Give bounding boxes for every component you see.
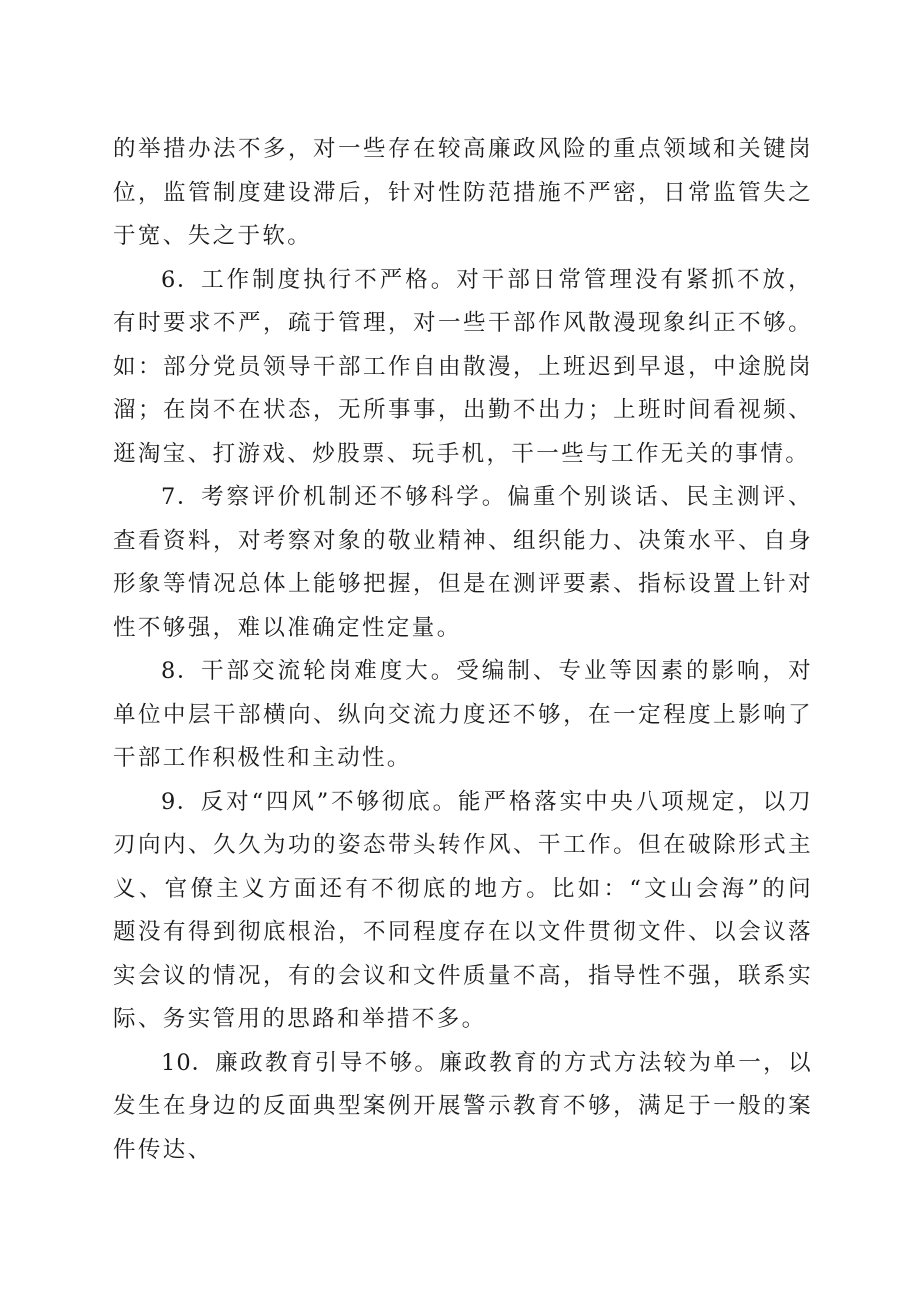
item-number: 10． [161,1049,216,1076]
paragraph-text: 的举措办法不多，对一些存在较高廉政风险的重点领域和关键岗位，监管制度建设滞后，针对性防范措施不严密，日常监管失之于宽、失之于软。 [113,136,813,249]
paragraph-text: 反对“四风”不够彻底。能严格落实中央八项规定，以刀刃向内、久久为功的姿态带头转作风、干工作。但在破除形式主义、官僚主义方面还有不彻底的地方。比如：“文山会海”的问题没有得到彻底根治，不同程度存在以文件贯彻文件、以会议落实会议的情况，有的会议和文件质量不高，指导性不强，联系实际、务实管用的思路和举措不多。 [113,788,813,1032]
paragraph-text: 考察评价机制还不够科学。偏重个别谈话、民主测评、查看资料，对考察对象的敬业精神、组织能力、决策水平、自身形象等情况总体上能够把握，但是在测评要素、指标设置上针对性不够强，难以准确定性定量。 [113,484,813,641]
paragraph-item-6 [113,259,813,477]
item-number: 7． [161,484,202,510]
item-number: 6． [161,266,202,293]
item-number: 8． [161,658,202,684]
paragraph-text: 工作制度执行不严格。对干部日常管理没有紧抓不放，有时要求不严，疏于管理，对一些干部作风散漫现象纠正不够。如：部分党员领导干部工作自由散漫，上班迟到早退，中途脱岗溜；在岗不在状态，无所事事，出勤不出力；上班时间看视频、逛淘宝、打游戏、炒股票、玩手机，干一些与工作无关的事情。 [113,266,813,467]
item-number: 9． [161,788,201,815]
paragraph-text: 干部交流轮岗难度大。受编制、专业等因素的影响，对单位中层干部横向、纵向交流力度还不够，在一定程度上影响了干部工作积极性和主动性。 [113,658,813,771]
paragraph-continued [113,128,813,259]
paragraph-item-7 [113,476,813,650]
paragraph-item-8 [113,650,813,781]
document-body [113,128,813,1172]
paragraph-text: 廉政教育引导不够。廉政教育的方式方法较为单一，以发生在身边的反面典型案例开展警示教育不够，满足于一般的案件传达、 [113,1049,813,1163]
paragraph-item-10 [113,1042,813,1173]
paragraph-item-9 [113,781,813,1042]
